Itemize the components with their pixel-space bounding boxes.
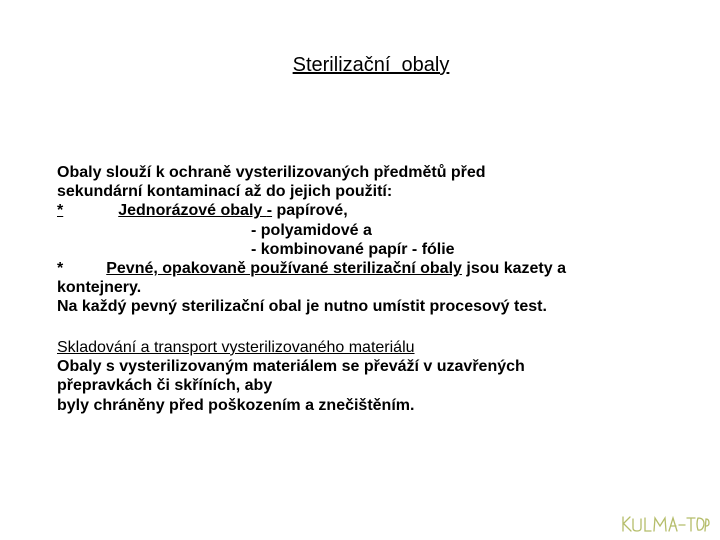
item-2-line [57,259,566,278]
item-2-label: Pevné, opakovaně používané sterilizační obaly [106,259,462,277]
item-1-dash: - [266,202,273,220]
intro-line-1: Obaly slouží k ochraně vysterilizovaných předmětů před [57,164,486,181]
body-text [57,163,566,317]
item-2-continuation: kontejnery. [57,279,142,297]
storage-line-2: přepravkách či skříních, aby [57,377,273,395]
item-2-rest: jsou kazety a [461,259,566,277]
slide-title: Sterilizační obaly [292,54,450,76]
item-1-third-type: - kombinované papír - fólie [251,240,455,258]
item-1-line [57,201,566,220]
item-1-first-type: papírové, [272,202,348,220]
storage-line-3: byly chráněny před poškozením a znečištěním. [57,396,415,414]
storage-section [57,338,525,415]
item-1-label: Jednorázové obaly [118,202,267,220]
storage-line-1: Obaly s vysterilizovaným materiálem se převáží v uzavřených [57,358,525,376]
process-test-note: Na každý pevný sterilizační obal je nutno umístit procesový test. [57,298,547,316]
storage-heading: Skladování a transport vysterilizovaného materiálu [57,339,415,356]
signature-logo [620,514,710,534]
item-1-bullet: * [57,202,64,220]
item-1-second-type: - polyamidové a [251,221,372,239]
intro-line-2: sekundární kontaminací až do jejich použití: [57,183,393,201]
item-2-bullet: * [57,259,64,277]
